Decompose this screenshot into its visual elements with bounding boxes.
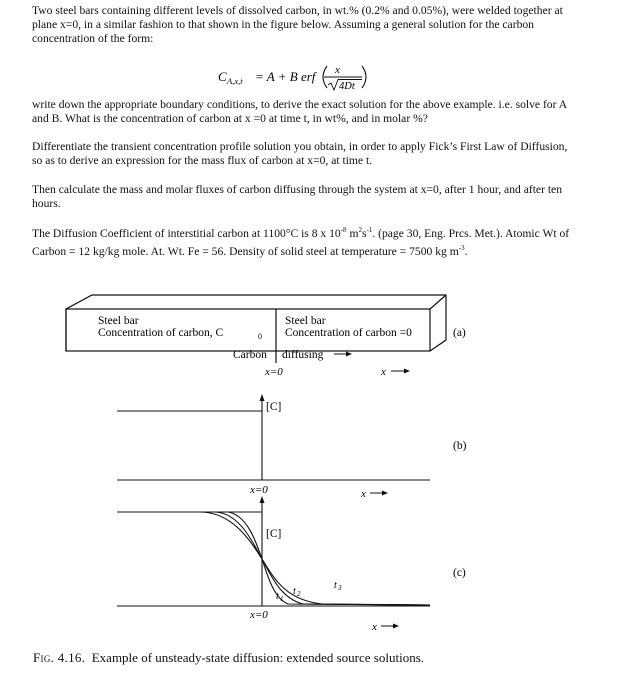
right-bar-concentration: Concentration of carbon =0	[285, 327, 412, 339]
left-bar-concentration: Concentration of carbon, C	[98, 327, 224, 339]
problem-intro: Two steel bars containing different levels of dissolved carbon, in wt.% (0.2% and 0.05%), were welded together at plane x=0, in a similar fashion to that shown in the figure below. Assuming a general solution for the carbon concentration of the form:	[32, 4, 563, 46]
formula-lhs-subscript: A,x,t	[227, 76, 243, 86]
conc-arrowhead-icon-c	[260, 496, 265, 503]
carbon-label: Carbon	[233, 349, 267, 361]
x-axis-label-b: x	[361, 488, 366, 500]
conc-label-b: [C]	[266, 401, 282, 413]
profile-c	[117, 502, 430, 606]
left-bar-c0-subscript: 0	[258, 332, 262, 341]
erf-curve-t3	[117, 512, 430, 605]
x-axis-label-a: x	[381, 366, 386, 378]
x0-label-a: x=0	[265, 366, 283, 378]
right-bar-title: Steel bar	[285, 315, 326, 327]
x-axis-label-c: x	[372, 621, 377, 633]
problem-flux-calc: Then calculate the mass and molar fluxes of carbon diffusing through the system at x=0, after 1 hour, and after ten hours.	[32, 183, 562, 211]
diffusing-label: diffusing	[282, 349, 324, 361]
conc-label-c: [C]	[266, 528, 282, 540]
conc-arrowhead-icon-b	[260, 394, 265, 401]
label-a: (a)	[453, 327, 466, 339]
formula-numerator: x	[335, 64, 340, 76]
bar-edge	[430, 295, 446, 309]
t1-subscript: 1	[280, 595, 284, 603]
x-arrowhead-icon-b	[382, 491, 388, 496]
label-c: (c)	[453, 567, 466, 579]
left-bar-title: Steel bar	[98, 315, 139, 327]
label-b: (b)	[453, 440, 467, 452]
formula-lhs: C	[218, 69, 227, 84]
x0-label-b: x=0	[250, 484, 268, 496]
erf-formula	[0, 60, 617, 94]
problem-boundary-conditions: write down the appropriate boundary conditions, to derive the exact solution for the above example. i.e. solve for A and B. What is the concentration of carbon at x =0 at time t, in wt%, and in molar %?	[32, 98, 567, 126]
figure-caption-text: Example of unsteady-state diffusion: extended source solutions.	[91, 650, 425, 665]
erf-curve-t1	[117, 512, 430, 605]
close-paren	[362, 66, 366, 88]
x0-label-c: x=0	[250, 609, 268, 621]
erf-curve-t2	[117, 512, 430, 605]
formula-rhs: = A + B erf	[255, 69, 316, 84]
x-arrowhead-icon-a	[404, 369, 410, 374]
problem-flux-derivation: Differentiate the transient concentration profile solution you obtain, in order to apply Fick’s First Law of Diffusion, so as to derive an expression for the mass flux of carbon at x=0, at time t.	[32, 140, 568, 168]
problem-constants: The Diffusion Coefficient of interstitial carbon at 1100°C is 8 x $10^{-8}$ $m^2s^{-1}$. (page 30, Eng. Prcs. Met.). Atomic Wt of Carbon = 12 kg/kg mole. At. Wt. Fe = 56. Density of solid steel at temperature = 7500 kg $m^{-3}$.	[32, 226, 570, 258]
t2-subscript: 2	[297, 590, 301, 598]
diffusion-figure	[0, 285, 617, 645]
formula-denominator: 4Dt	[339, 81, 355, 92]
diffusing-arrowhead-icon	[346, 352, 352, 357]
t3-subscript: 3	[338, 584, 342, 592]
figure-number: Fig. 4.16.	[33, 650, 86, 665]
t1-label: t	[276, 591, 279, 602]
t2-label: t	[293, 586, 296, 597]
figure-caption	[33, 650, 424, 666]
x-arrowhead-icon-c	[393, 624, 399, 629]
t3-label: t	[334, 580, 337, 591]
